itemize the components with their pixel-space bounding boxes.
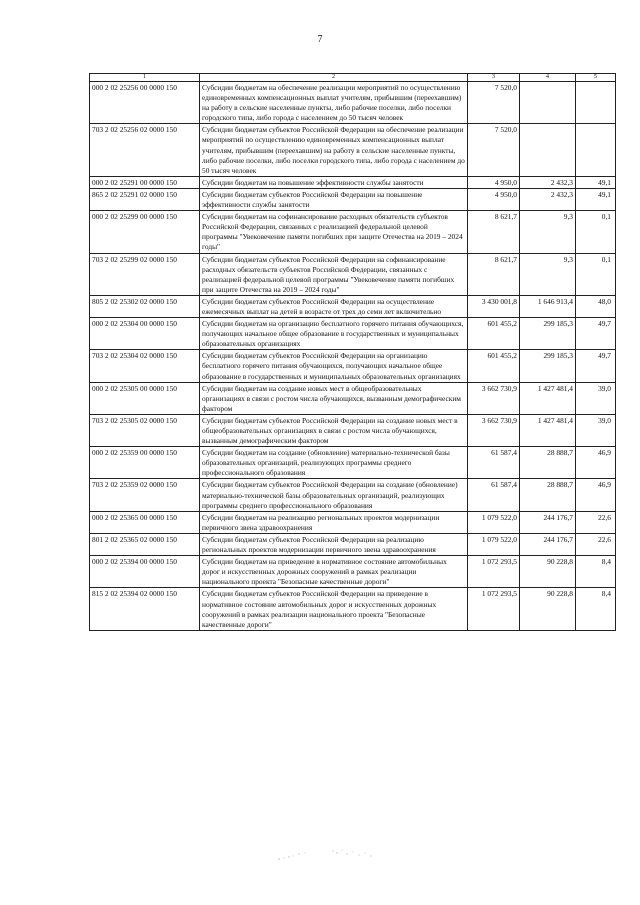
table-row: [90, 350, 616, 382]
table-row: [90, 253, 616, 295]
cell-plan: 3 662 730,9: [468, 414, 520, 446]
cell-fact: [520, 124, 576, 176]
cell-percent: 0,1: [576, 253, 616, 295]
cell-fact: 244 176,7: [520, 511, 576, 533]
table-row: [90, 511, 616, 533]
table-row: [90, 176, 616, 188]
cell-plan: 4 950,0: [468, 176, 520, 188]
cell-fact: 2 432,3: [520, 188, 576, 210]
cell-percent: 46,9: [576, 447, 616, 479]
cell-name: Субсидии бюджетам на создание (обновление) материально-технической базы образовательных организаций, реализующих программы среднего профессионального образования: [200, 447, 468, 479]
cell-code: 703 2 02 25256 02 0000 150: [90, 124, 200, 176]
cell-fact: 9,3: [520, 211, 576, 253]
cell-name: Субсидии бюджетам субъектов Российской Федерации на организацию бесплатного горячего питания обучающихся, получающих начальное общее образование в государственных и муниципальных образовательных организациях: [200, 350, 468, 382]
cell-plan: 3 662 730,9: [468, 382, 520, 414]
cell-name: Субсидии бюджетам субъектов Российской Федерации на обеспечение реализации мероприятий по осуществлению единовременных компенсационных выплат учителям, прибывшим (переехавшим) на работу в сельские населенные пункты, либо рабочие поселки, либо поселки городского типа, либо города с населением до 50 тысяч человек: [200, 124, 468, 176]
cell-plan: 61 587,4: [468, 447, 520, 479]
cell-name: Субсидии бюджетам на софинансирование расходных обязательств субъектов Российской Федерации, связанных с реализацией федеральной целевой программы "Увековечение памяти погибших при защите Отечества на 2019 – 2024 годы": [200, 211, 468, 253]
table-row: [90, 82, 616, 124]
table-row: [90, 318, 616, 350]
cell-percent: 39,0: [576, 382, 616, 414]
cell-name: Субсидии бюджетам субъектов Российской Федерации на повышение эффективности службы занятости: [200, 188, 468, 210]
table-header-row: [90, 74, 616, 82]
cell-fact: 1 646 913,4: [520, 295, 576, 317]
table-row: [90, 414, 616, 446]
cell-code: 000 2 02 25299 00 0000 150: [90, 211, 200, 253]
cell-code: 805 2 02 25302 02 0000 150: [90, 295, 200, 317]
cell-code: 000 2 02 25365 00 0000 150: [90, 511, 200, 533]
cell-percent: 46,9: [576, 479, 616, 511]
cell-code: 703 2 02 25304 02 0000 150: [90, 350, 200, 382]
table-row: [90, 556, 616, 588]
cell-percent: 22,6: [576, 511, 616, 533]
cell-fact: 1 427 481,4: [520, 382, 576, 414]
table-row: [90, 211, 616, 253]
cell-percent: [576, 82, 616, 124]
table-row: [90, 124, 616, 176]
cell-name: Субсидии бюджетам субъектов Российской Федерации на создание новых мест в общеобразовательных организациях в связи с ростом числа обучающихся, вызванным демографическим фактором: [200, 414, 468, 446]
cell-percent: 49,1: [576, 176, 616, 188]
cell-name: Субсидии бюджетам субъектов Российской Федерации на создание (обновление) материально-технической базы образовательных организаций, реализующих программы среднего профессионального образования: [200, 479, 468, 511]
cell-plan: 601 455,2: [468, 318, 520, 350]
table-row: [90, 533, 616, 555]
cell-plan: 1 072 293,5: [468, 556, 520, 588]
cell-fact: 2 432,3: [520, 176, 576, 188]
cell-percent: 22,6: [576, 533, 616, 555]
cell-percent: 39,0: [576, 414, 616, 446]
table-row: [90, 295, 616, 317]
table-row: [90, 188, 616, 210]
cell-code: 000 2 02 25359 00 0000 150: [90, 447, 200, 479]
cell-plan: 61 587,4: [468, 479, 520, 511]
page-number: 7: [317, 34, 323, 45]
cell-code: 703 2 02 25299 02 0000 150: [90, 253, 200, 295]
cell-plan: 4 950,0: [468, 188, 520, 210]
cell-fact: 90 228,8: [520, 588, 576, 630]
cell-code: 703 2 02 25359 02 0000 150: [90, 479, 200, 511]
header-col-4: 4: [520, 74, 576, 82]
cell-plan: 8 621,7: [468, 211, 520, 253]
cell-plan: 601 455,2: [468, 350, 520, 382]
header-col-5: 5: [576, 74, 616, 82]
cell-name: Субсидии бюджетам субъектов Российской Федерации на реализацию региональных проектов модернизации первичного звена здравоохранения: [200, 533, 468, 555]
cell-code: 801 2 02 25365 02 0000 150: [90, 533, 200, 555]
cell-fact: 9,3: [520, 253, 576, 295]
scan-smudge: [275, 845, 405, 865]
table-row: [90, 382, 616, 414]
cell-fact: [520, 82, 576, 124]
cell-plan: 8 621,7: [468, 253, 520, 295]
cell-name: Субсидии бюджетам субъектов Российской Федерации на софинансирование расходных обязательств субъектов Российской Федерации, связанных с реализацией федеральной целевой программы "Увековечение памяти погибших при защите Отечества на 2019 – 2024 годы": [200, 253, 468, 295]
cell-percent: 8,4: [576, 588, 616, 630]
cell-plan: 1 072 293,5: [468, 588, 520, 630]
budget-revenue-table: [89, 73, 616, 631]
cell-plan: 7 520,0: [468, 82, 520, 124]
cell-name: Субсидии бюджетам на создание новых мест в общеобразовательных организациях в связи с ростом числа обучающихся, вызванным демографическим фактором: [200, 382, 468, 414]
cell-code: 000 2 02 25304 00 0000 150: [90, 318, 200, 350]
cell-plan: 3 430 001,8: [468, 295, 520, 317]
cell-percent: 48,0: [576, 295, 616, 317]
table-row: [90, 447, 616, 479]
cell-name: Субсидии бюджетам на приведение в нормативное состояние автомобильных дорог и искусственных дорожных сооружений в рамках реализации национального проекта "Безопасные качественные дороги": [200, 556, 468, 588]
cell-percent: 0,1: [576, 211, 616, 253]
table-row: [90, 588, 616, 630]
header-col-3: 3: [468, 74, 520, 82]
cell-code: 703 2 02 25305 02 0000 150: [90, 414, 200, 446]
cell-plan: 1 079 522,0: [468, 511, 520, 533]
cell-percent: [576, 124, 616, 176]
cell-fact: 28 888,7: [520, 447, 576, 479]
cell-fact: 1 427 481,4: [520, 414, 576, 446]
cell-name: Субсидии бюджетам субъектов Российской Федерации на осуществление ежемесячных выплат на детей в возрасте от трех до семи лет включительно: [200, 295, 468, 317]
cell-plan: 1 079 522,0: [468, 533, 520, 555]
cell-percent: 49,1: [576, 188, 616, 210]
cell-code: 000 2 02 25305 00 0000 150: [90, 382, 200, 414]
header-col-1: 1: [90, 74, 200, 82]
cell-code: 000 2 02 25291 00 0000 150: [90, 176, 200, 188]
cell-percent: 49,7: [576, 350, 616, 382]
header-col-2: 2: [200, 74, 468, 82]
cell-code: 865 2 02 25291 02 0000 150: [90, 188, 200, 210]
cell-percent: 49,7: [576, 318, 616, 350]
cell-name: Субсидии бюджетам на реализацию региональных проектов модернизации первичного звена здравоохранения: [200, 511, 468, 533]
cell-fact: 28 888,7: [520, 479, 576, 511]
cell-fact: 244 176,7: [520, 533, 576, 555]
cell-code: 815 2 02 25394 02 0000 150: [90, 588, 200, 630]
cell-code: 000 2 02 25394 00 0000 150: [90, 556, 200, 588]
table-row: [90, 479, 616, 511]
cell-name: Субсидии бюджетам на обеспечение реализации мероприятий по осуществлению единовременных компенсационных выплат учителям, прибывшим (переехавшим) на работу в сельские населенные пункты, либо рабочие поселки, либо поселки городского типа, либо города с населением до 50 тысяч человек: [200, 82, 468, 124]
cell-fact: 299 185,3: [520, 318, 576, 350]
cell-code: 000 2 02 25256 00 0000 150: [90, 82, 200, 124]
cell-name: Субсидии бюджетам на организацию бесплатного горячего питания обучающихся, получающих начальное общее образование в государственных и муниципальных образовательных организациях: [200, 318, 468, 350]
cell-name: Субсидии бюджетам на повышение эффективности службы занятости: [200, 176, 468, 188]
cell-name: Субсидии бюджетам субъектов Российской Федерации на приведение в нормативное состояние автомобильных дорог и искусственных дорожных сооружений в рамках реализации национального проекта "Безопасные качественные дороги": [200, 588, 468, 630]
cell-percent: 8,4: [576, 556, 616, 588]
cell-plan: 7 520,0: [468, 124, 520, 176]
cell-fact: 299 185,3: [520, 350, 576, 382]
cell-fact: 90 228,8: [520, 556, 576, 588]
